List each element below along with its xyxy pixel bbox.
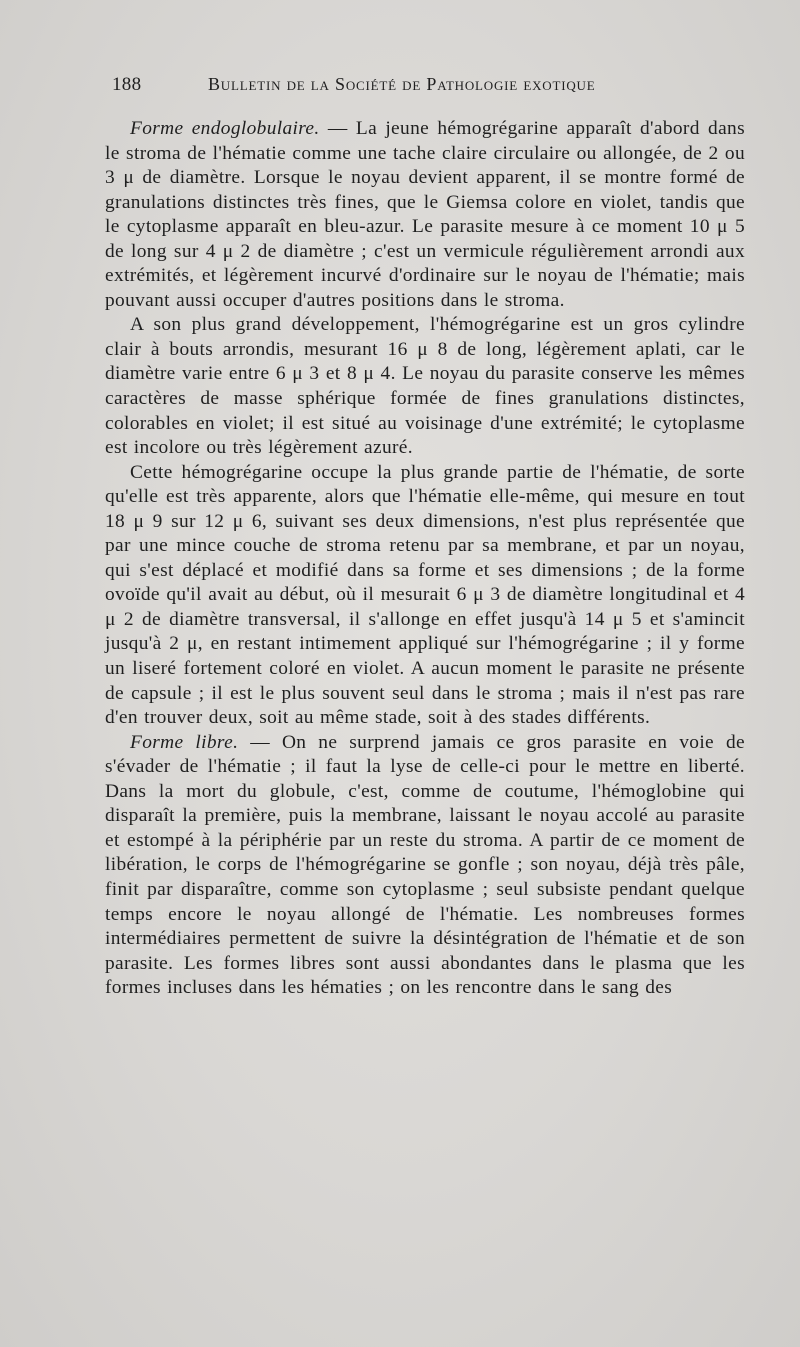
paragraph-hematia-occupation xyxy=(105,461,745,731)
page-number: 188 xyxy=(112,74,142,95)
body-text xyxy=(105,117,745,1001)
page-header xyxy=(112,74,738,104)
paragraph-text: Cette hémogrégarine occupe la plus grande partie de l'hématie, de sorte qu'elle est très apparente, alors que l'hématie elle-même, qui mesure en tout 18 μ 9 sur 12 μ 6, suivant ses deux dimensions, n'est plus représentée que par une mince couche de stroma retenu par sa membrane, et par un noyau, qui s'est déplacé et modifié dans sa forme et ses dimensions ; de la forme ovoïde qu'il avait au début, où il mesurait 6 μ 3 de diamètre longitudinal et 4 μ 2 de diamètre transversal, il s'allonge en effet jusqu'à 14 μ 5 et s'amincit jusqu'à 2 μ, en restant intimement appliqué sur l'hémogrégarine ; il y forme un liseré fortement coloré en violet. A aucun moment le parasite ne présente de capsule ; il est le plus souvent seul dans le stroma ; mais il n'est pas rare d'en trouver deux, soit au même stade, soit à des stades différents. xyxy=(105,461,745,729)
running-title: Bulletin de la Société de Pathologie exotique xyxy=(208,74,596,94)
paragraph-full-development xyxy=(105,313,745,460)
paragraph-text: — La jeune hémogrégarine apparaît d'abord dans le stroma de l'hématie comme une tache claire circulaire ou allongée, de 2 ou 3 μ de diamètre. Lorsque le noyau devient apparent, il se montre formé de granulations distinctes très fines, que le Giemsa colore en violet, tandis que le cytoplasme apparaît en bleu-azur. Le parasite mesure à ce moment 10 μ 5 de long sur 4 μ 2 de diamètre ; c'est un vermicule régulièrement arrondi aux extrémités, et légèrement incurvé d'ordinaire sur le noyau de l'hématie; mais pouvant aussi occuper d'autres positions dans le stroma. xyxy=(105,118,745,311)
paragraph-free-form xyxy=(105,731,745,1001)
paragraph-text: — On ne surprend jamais ce gros parasite en voie de s'évader de l'hématie ; il faut la lyse de celle-ci pour le mettre en liberté. Dans la mort du globule, c'est, comme de coutume, l'hémoglobine qui disparaît la première, puis la membrane, laissant le noyau accolé au parasite et estompé à la périphérie par un reste du stroma. A partir de ce moment de libération, le corps de l'hémogrégarine se gonfle ; son noyau, déjà très pâle, finit par disparaître, comme son cytoplasme ; seul subsiste pendant quelque temps encore le noyau allongé de l'hématie. Les nombreuses formes intermédiaires permettent de suivre la désintégration de l'hématie et de son parasite. Les formes libres sont aussi abondantes dans le plasma que les formes incluses dans les hématies ; on les rencontre dans le sang des xyxy=(105,731,745,999)
paragraph-text: A son plus grand développement, l'hémogrégarine est un gros cylindre clair à bouts arrondis, mesurant 16 μ 8 de long, légèrement aplati, car le diamètre varie entre 6 μ 3 et 8 μ 4. Le noyau du parasite conserve les mêmes caractères de masse sphérique formée de fines granulations distinctes, colorables en violet; il est situé au voisinage d'une extrémité; le cytoplasme est incolore ou très légèrement azuré. xyxy=(105,314,745,459)
paragraph-endoglobular-form xyxy=(105,117,745,313)
paragraph-lead: Forme endoglobulaire. xyxy=(130,118,320,139)
paragraph-lead: Forme libre. xyxy=(130,731,239,753)
